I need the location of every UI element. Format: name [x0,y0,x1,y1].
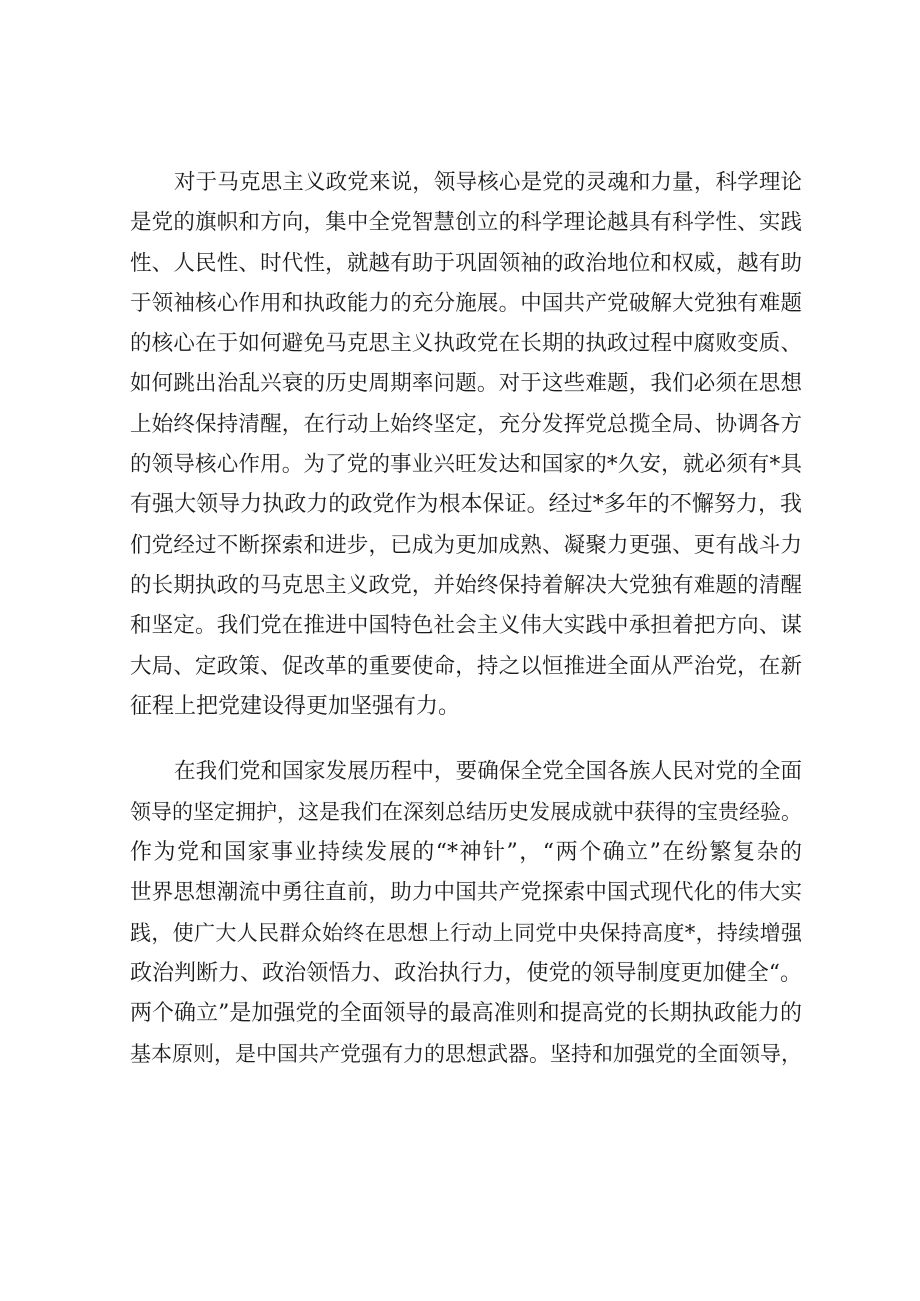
text-line: 领导的坚定拥护，这是我们在深刻总结历史发展成就中获得的宝贵经验。 [130,800,802,825]
text-line: 世界思想潮流中勇往直前，助力中国共产党探索中国式现代化的伟大实 [130,880,802,906]
paragraph-2 [130,752,802,1074]
text-line: 的领导核心作用。为了党的事业兴旺发达和国家的*久安，就必须有*具 [130,452,802,478]
text-line: 大局、定政策、促改革的重要使命，持之以恒推进全面从严治党，在新 [130,653,802,679]
text-line: 基本原则，是中国共产党强有力的思想武器。坚持和加强党的全面领导， [130,1042,802,1067]
paragraph-spacer [130,727,802,752]
text-line: 有强大领导力执政力的政党作为根本保证。经过*多年的不懈努力，我 [130,492,802,518]
document-body [130,163,802,1075]
text-line: 政治判断力、政治领悟力、政治执行力，使党的领导制度更加健全“。 [130,960,802,986]
text-line: 上始终保持清醒，在行动上始终坚定，充分发挥党总揽全局、协调各方 [130,411,802,437]
text-line: 于领袖核心作用和执政能力的充分施展。中国共产党破解大党独有难题 [130,290,802,316]
text-line: 征程上把党建设得更加坚强有力。 [130,693,461,719]
text-line: 对于马克思主义政党来说，领导核心是党的灵魂和力量，科学理论 [174,170,802,195]
text-line: 和坚定。我们党在推进中国特色社会主义伟大实践中承担着把方向、谋 [130,613,802,639]
text-line: 性、人民性、时代性，就越有助于巩固领袖的政治地位和权威，越有助 [130,250,802,276]
text-line: 的核心在于如何避免马克思主义执政党在长期的执政过程中腐败变质、 [130,331,802,357]
text-line: 两个确立”是加强党的全面领导的最高准则和提高党的长期执政能力的 [130,1000,802,1026]
text-line: 在我们党和国家发展历程中，要确保全党全国各族人民对党的全面 [174,759,802,785]
text-line: 如何跳出治乱兴衰的历史周期率问题。对于这些难题，我们必须在思想 [130,371,802,397]
paragraph-1 [130,163,802,727]
text-line: 的长期执政的马克思主义政党，并始终保持着解决大党独有难题的清醒 [130,572,802,598]
text-line: 作为党和国家事业持续发展的“*神针”，“两个确立”在纷繁复杂的 [130,839,802,865]
text-line: 践，使广大人民群众始终在思想上行动上同党中央保持高度*，持续增强 [130,921,802,946]
text-line: 们党经过不断探索和进步，已成为更加成熟、凝聚力更强、更有战斗力 [130,532,802,558]
text-line: 是党的旗帜和方向，集中全党智慧创立的科学理论越具有科学性、实践 [130,210,802,236]
